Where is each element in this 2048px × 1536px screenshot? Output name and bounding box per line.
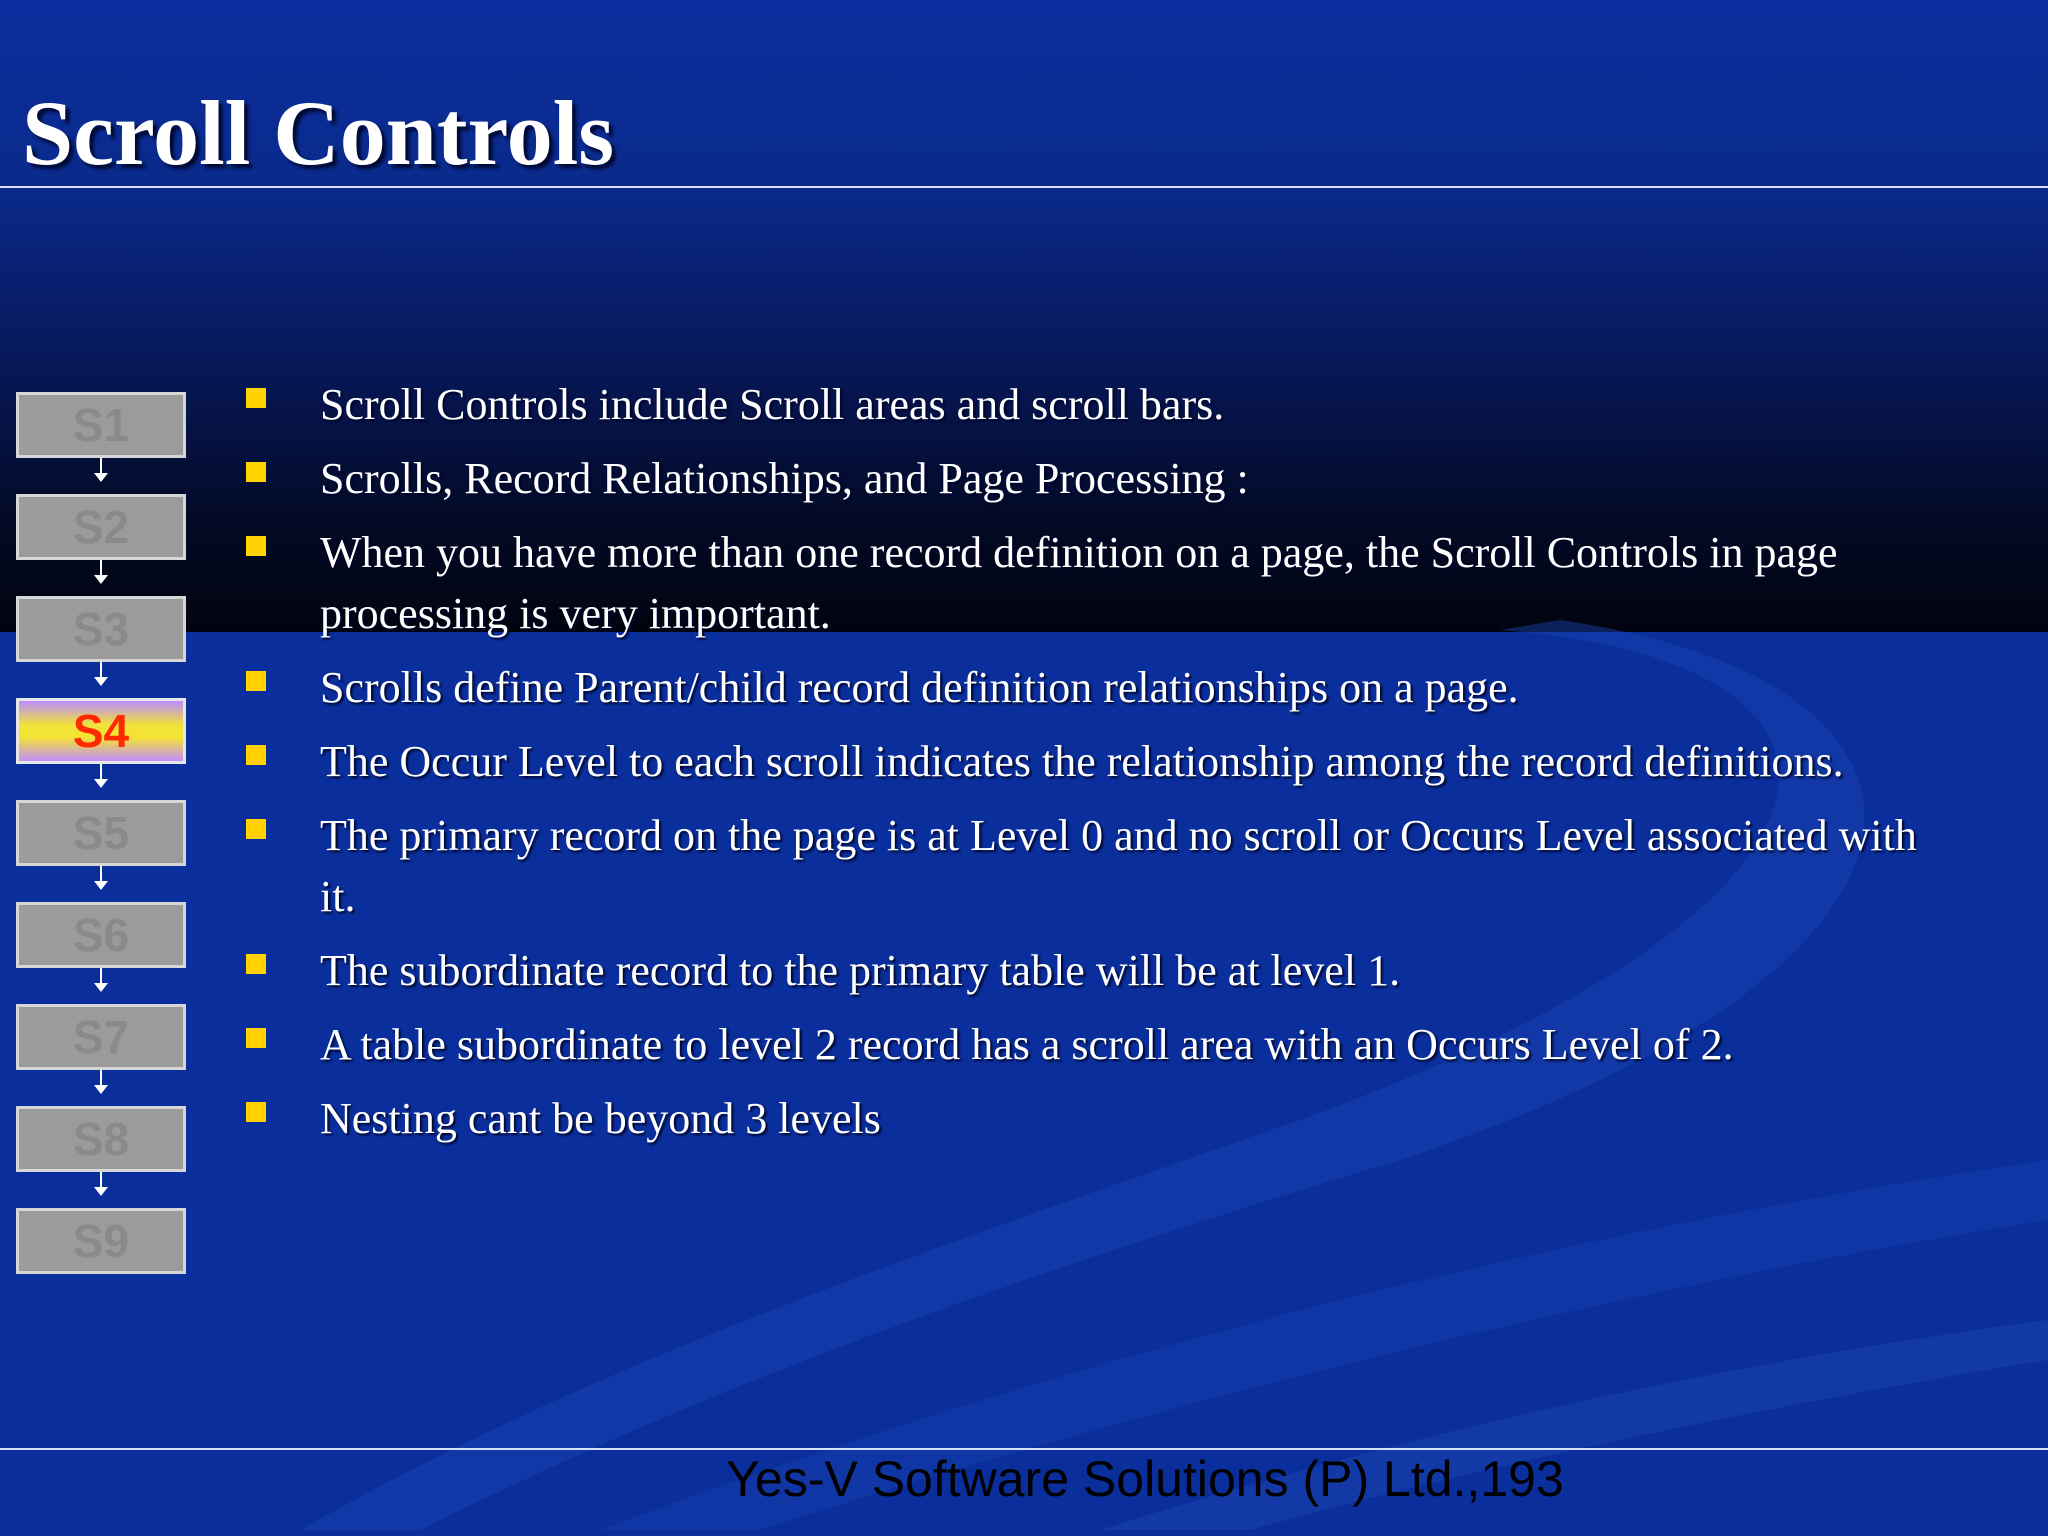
down-arrow-icon (100, 560, 102, 578)
step-navigator (0, 0, 200, 1300)
bullet-text: A table subordinate to level 2 record has a scroll area with an Occurs Level of 2. (320, 1020, 1734, 1069)
square-bullet-icon (246, 1102, 266, 1122)
bullet-text: The primary record on the page is at Level 0 and no scroll or Occurs Level associated with it. (320, 811, 1917, 921)
bullet-item (240, 805, 1940, 927)
bullet-text: The Occur Level to each scroll indicates the relationship among the record definitions. (320, 737, 1844, 786)
slide-title: Scroll Controls (22, 82, 615, 184)
bullet-text: Scrolls, Record Relationships, and Page Processing : (320, 454, 1249, 503)
down-arrow-icon (100, 866, 102, 884)
step-button-s1[interactable]: S1 (16, 392, 186, 458)
step-button-s6[interactable]: S6 (16, 902, 186, 968)
step-button-s2[interactable]: S2 (16, 494, 186, 560)
step-button-s9[interactable]: S9 (16, 1208, 186, 1274)
down-arrow-icon (100, 662, 102, 680)
bullet-item (240, 657, 1940, 718)
square-bullet-icon (246, 819, 266, 839)
title-divider (0, 186, 2048, 188)
bullet-item (240, 1088, 1940, 1149)
square-bullet-icon (246, 462, 266, 482)
square-bullet-icon (246, 671, 266, 691)
square-bullet-icon (246, 536, 266, 556)
bullet-text: Scrolls define Parent/child record definition relationships on a page. (320, 663, 1519, 712)
bullet-item (240, 374, 1940, 435)
square-bullet-icon (246, 388, 266, 408)
bullet-item (240, 731, 1940, 792)
square-bullet-icon (246, 1028, 266, 1048)
step-button-s4[interactable]: S4 (16, 698, 186, 764)
bullet-list (240, 374, 1940, 1162)
square-bullet-icon (246, 954, 266, 974)
down-arrow-icon (100, 458, 102, 476)
step-button-s8[interactable]: S8 (16, 1106, 186, 1172)
bullet-text: Nesting cant be beyond 3 levels (320, 1094, 881, 1143)
bullet-item (240, 522, 1940, 644)
bullet-item (240, 1014, 1940, 1075)
bullet-text: When you have more than one record definition on a page, the Scroll Controls in page processing is very important. (320, 528, 1838, 638)
down-arrow-icon (100, 1172, 102, 1190)
down-arrow-icon (100, 968, 102, 986)
footer-text: Yes-V Software Solutions (P) Ltd.,193 (726, 1451, 1564, 1507)
down-arrow-icon (100, 1070, 102, 1088)
step-button-s7[interactable]: S7 (16, 1004, 186, 1070)
down-arrow-icon (100, 764, 102, 782)
bullet-item (240, 448, 1940, 509)
step-button-s5[interactable]: S5 (16, 800, 186, 866)
square-bullet-icon (246, 745, 266, 765)
bullet-item (240, 940, 1940, 1001)
bullet-text: Scroll Controls include Scroll areas and scroll bars. (320, 380, 1225, 429)
bullet-text: The subordinate record to the primary table will be at level 1. (320, 946, 1401, 995)
step-button-s3[interactable]: S3 (16, 596, 186, 662)
